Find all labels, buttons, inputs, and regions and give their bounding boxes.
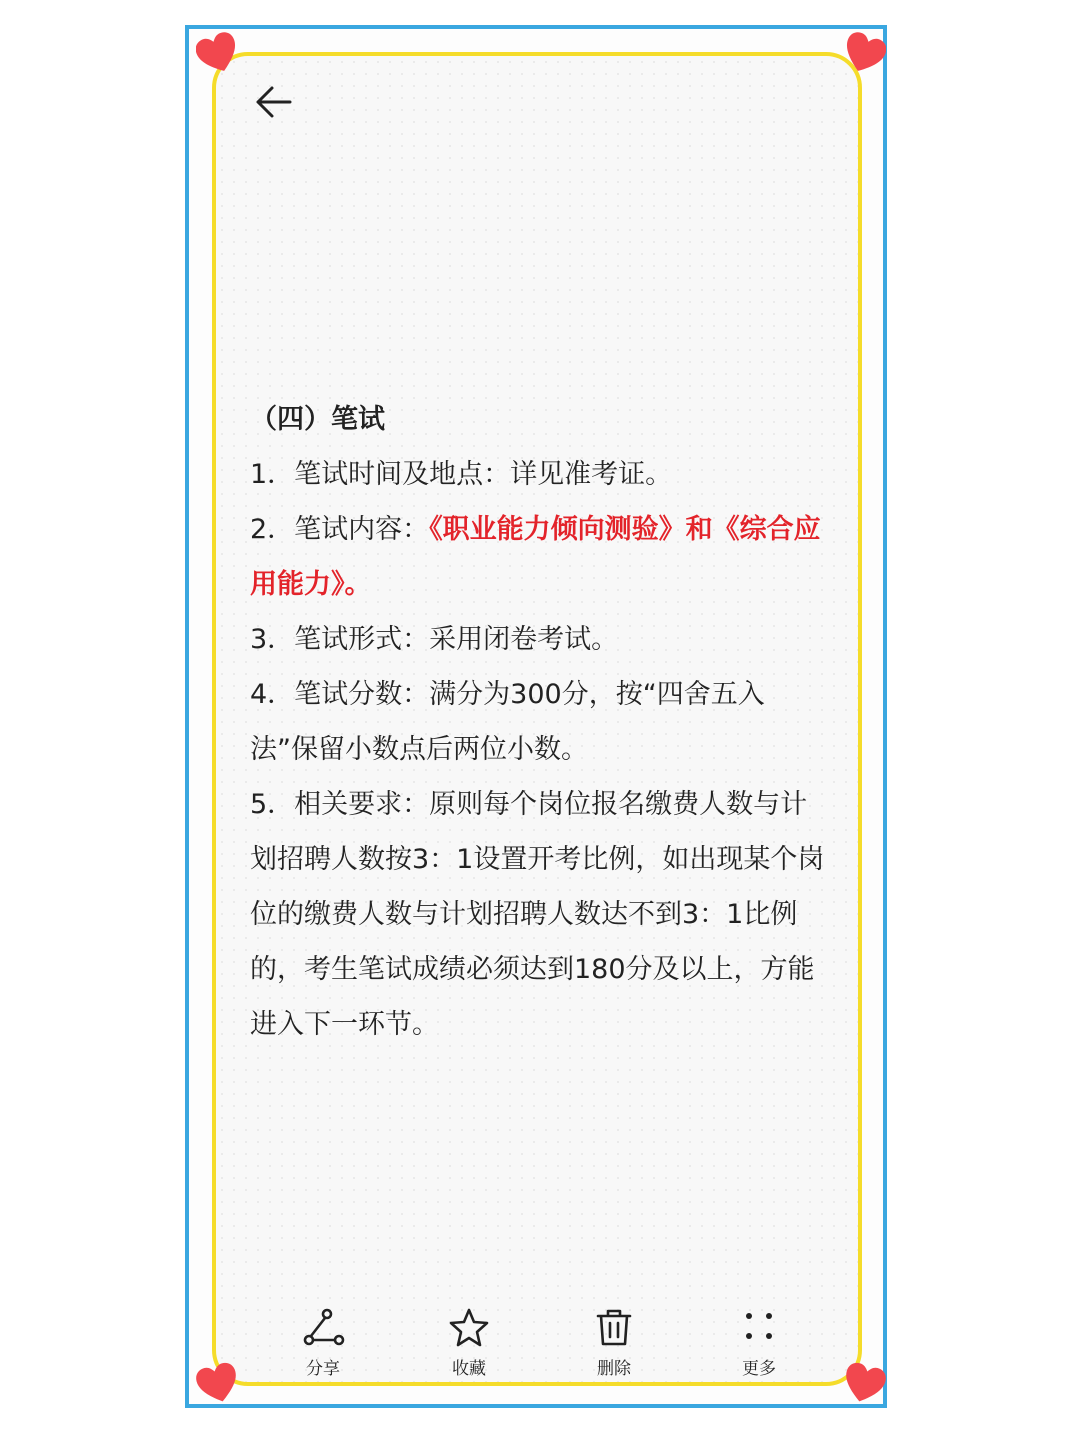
list-item: [250, 502, 830, 612]
more-button[interactable]: [714, 1300, 804, 1386]
highlighted-text: 《职业能力倾向测验》和《综合应用能力》。: [250, 514, 821, 600]
list-item: 4．笔试分数：满分为300分，按“四舍五入法”保留小数点后两位小数。: [250, 679, 765, 765]
article-body: [250, 392, 830, 1052]
list-item: 3．笔试形式：采用闭卷考试。: [250, 624, 619, 655]
more-dots-icon: [737, 1306, 781, 1350]
trash-icon: [592, 1306, 636, 1350]
favorite-button[interactable]: [424, 1300, 514, 1386]
more-label: 更多: [742, 1359, 776, 1379]
bottom-toolbar: [250, 1300, 830, 1386]
arrow-left-icon[interactable]: [250, 80, 298, 124]
share-label: 分享: [306, 1359, 340, 1379]
share-button[interactable]: [278, 1300, 368, 1386]
heart-icon: [196, 32, 240, 76]
favorite-label: 收藏: [452, 1359, 486, 1379]
section-heading: （四）笔试: [250, 404, 385, 435]
heart-icon: [842, 32, 886, 76]
heart-icon: [842, 1362, 886, 1406]
delete-button[interactable]: [569, 1300, 659, 1386]
list-item: 1．笔试时间及地点：详见准考证。: [250, 459, 673, 490]
heart-icon: [196, 1362, 240, 1406]
share-icon: [301, 1306, 345, 1350]
star-icon: [447, 1306, 491, 1350]
item-prefix: 2．笔试内容：: [250, 514, 430, 545]
delete-label: 删除: [597, 1359, 631, 1379]
list-item: 5．相关要求：原则每个岗位报名缴费人数与计划招聘人数按3：1设置开考比例，如出现某个岗位的缴费人数与计划招聘人数达不到3：1比例的，考生笔试成绩必须达到180分及以上，方能进入下一环节。: [250, 789, 825, 1040]
